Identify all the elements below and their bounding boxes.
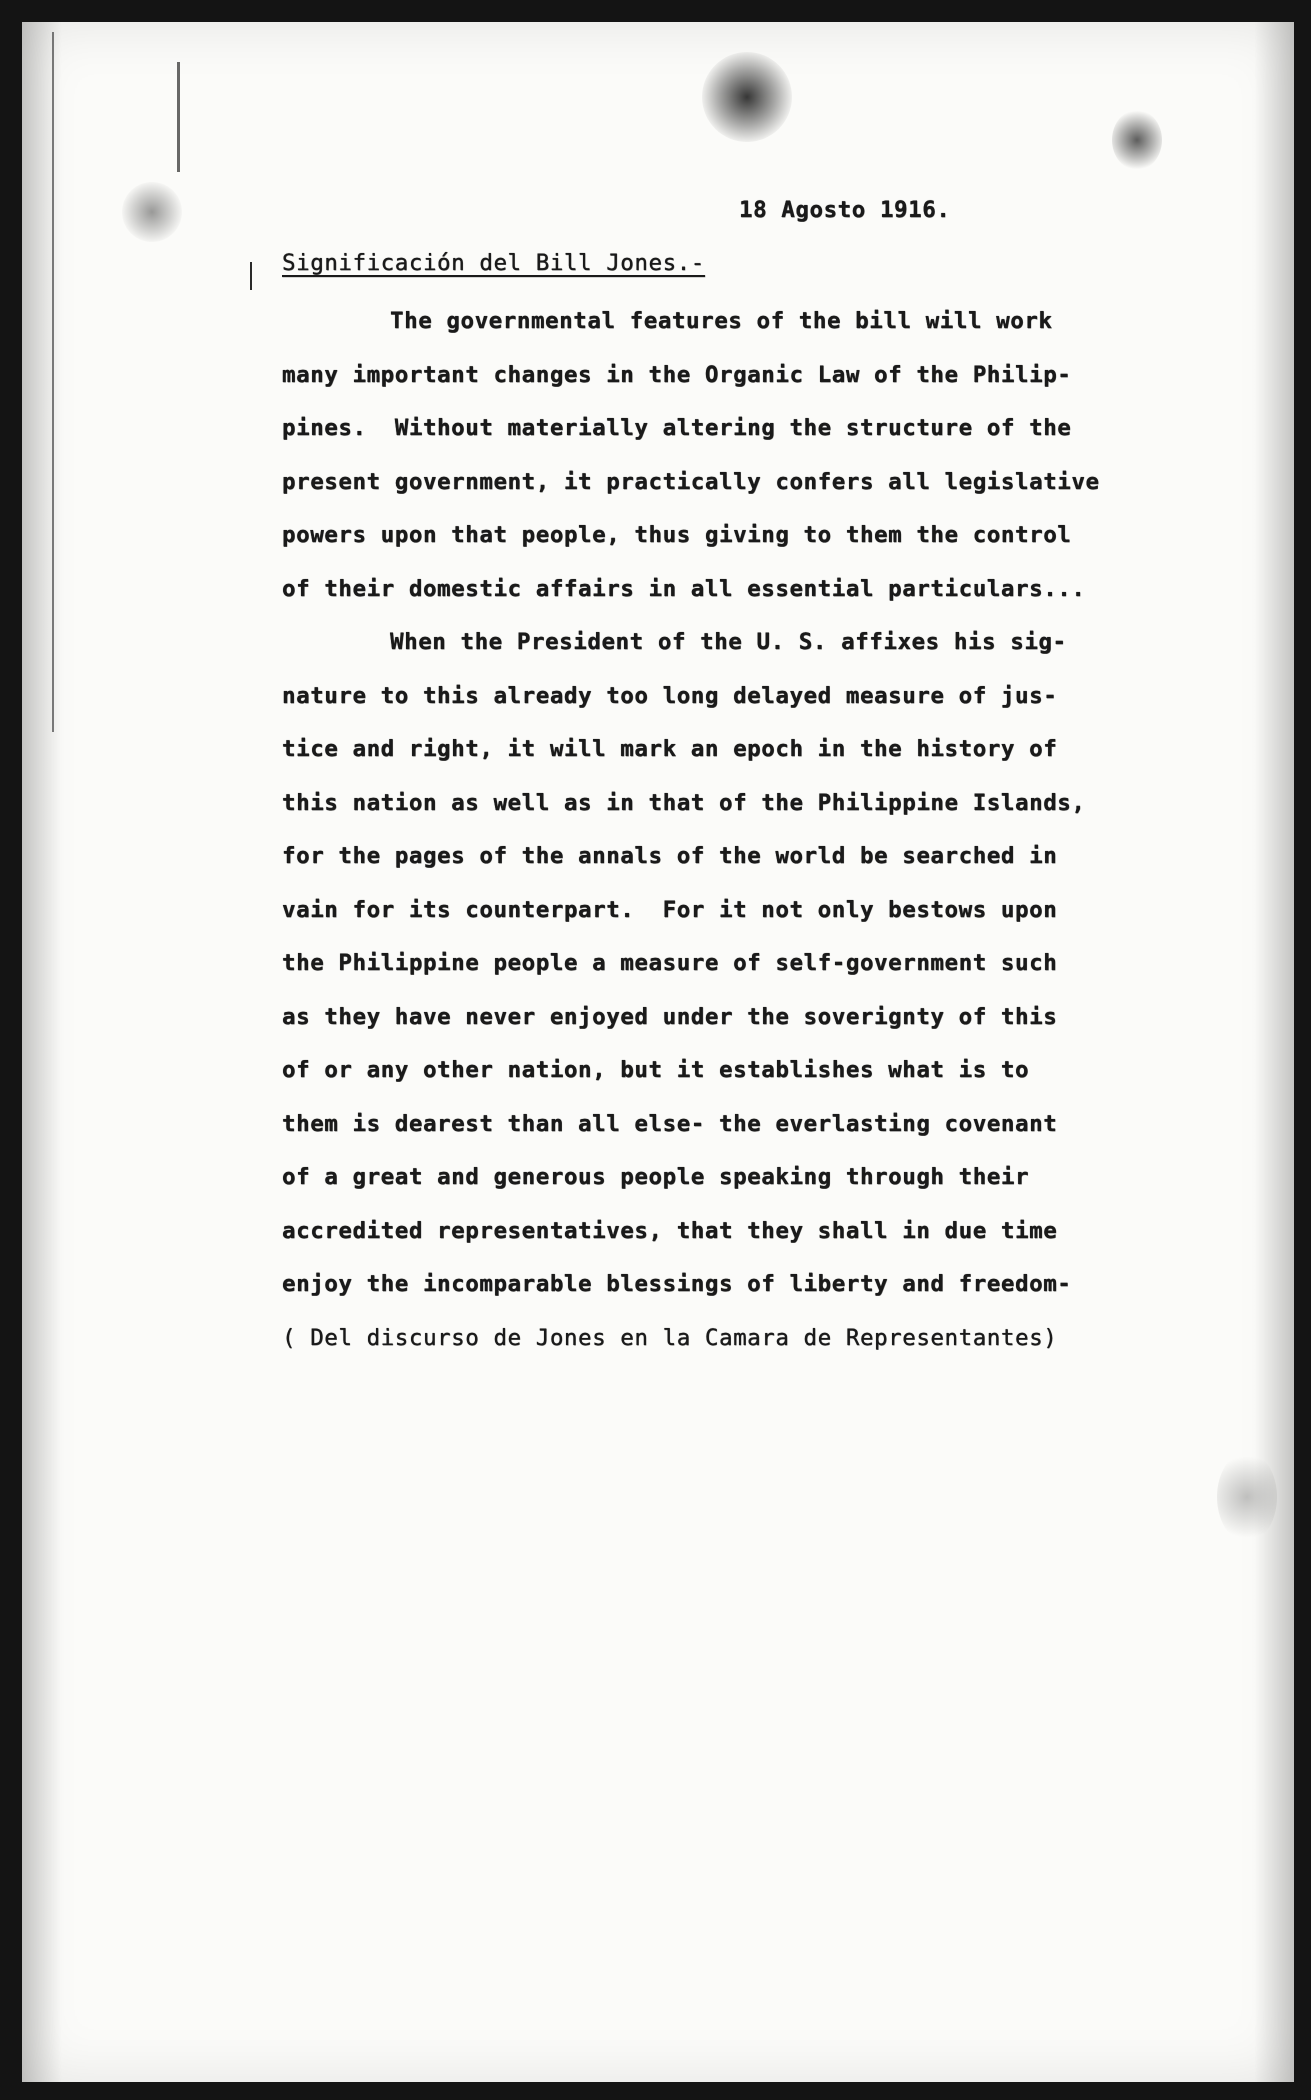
text-line: nature to this already too long delayed measure of jus- — [282, 682, 1058, 709]
document-heading: Significación del Bill Jones.- — [282, 250, 705, 276]
left-edge-shadow — [22, 22, 62, 2082]
text-line: tice and right, it will mark an epoch in the history of — [282, 736, 1058, 762]
text-line: accredited representatives, that they shall in due time — [282, 1217, 1058, 1244]
text-line: them is dearest than all else- the everlasting covenant — [282, 1110, 1058, 1137]
text-line: for the pages of the annals of the world be searched in — [282, 843, 1058, 869]
right-edge-shadow — [1254, 22, 1294, 2082]
text-line: of their domestic affairs in all essential particulars... — [282, 575, 1086, 602]
text-line: present government, it practically confers all legislative — [282, 468, 1100, 495]
text-line: the Philippine people a measure of self-government such — [282, 950, 1058, 976]
text-line: enjoy the incomparable blessings of liberty and freedom- — [282, 1271, 1072, 1297]
margin-mark — [177, 62, 180, 172]
ink-blot — [702, 52, 792, 142]
ink-blot — [1112, 110, 1162, 170]
text-line: of or any other nation, but it establishes what is to — [282, 1057, 1030, 1083]
scan-edge-line — [52, 32, 54, 732]
ink-blot — [1217, 1452, 1277, 1542]
text-line: this nation as well as in that of the Philippine Islands, — [282, 789, 1086, 816]
document-date: 18 Agosto 1916. — [739, 197, 951, 223]
text-line: When the President of the U. S. affixes his sig- — [390, 629, 1067, 655]
ink-blot — [122, 182, 182, 242]
citation-line: ( Del discurso de Jones en la Camara de Representantes) — [282, 1324, 1058, 1351]
document-body — [282, 306, 1222, 1376]
text-line: pines. Without materially altering the structure of the — [282, 415, 1072, 441]
margin-mark — [250, 262, 252, 290]
text-line: powers upon that people, thus giving to them the control — [282, 522, 1072, 548]
text-line: many important changes in the Organic Law of the Philip- — [282, 361, 1072, 388]
text-line: as they have never enjoyed under the soverignty of this — [282, 1003, 1058, 1030]
text-line: vain for its counterpart. For it not only bestows upon — [282, 896, 1058, 923]
text-line: The governmental features of the bill will work — [390, 308, 1053, 334]
text-line: of a great and generous people speaking through their — [282, 1164, 1030, 1190]
